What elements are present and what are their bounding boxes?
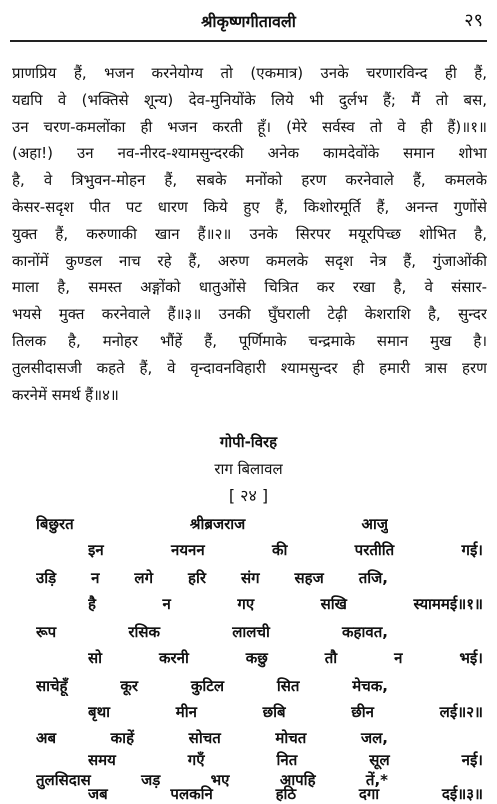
verse-line: रूप रसिक लालची कहावत, [36,623,388,641]
prose-line: प्राणप्रिय हैं, भजन करनेयोग्य तो (एकमात्र) उनके चरणारविन्द ही हैं, [12,64,487,82]
verse-line: उड़ि न लगे हरि संग सहज तजि, [36,569,388,587]
prose-line: यद्यपि वे (भक्तिसे शून्य) देव-मुनियोंके लिये भी दुर्लभ हैं; मैं तो बस, [12,90,487,109]
verse-number: [ २४ ] [228,486,269,505]
page-number: २९ [464,10,483,31]
prose-line: तिलक है, मनोहर भौंहें हैं, पूर्णिमाके चन्द्रमाके समान मुख है। [12,331,487,350]
verse-line: जब पलकनि हठि दगा दई॥३॥ [88,785,483,803]
verse-line: साचेहूँ कूर कुटिल सित मेचक, [36,677,388,695]
verse-line: बिछुरत श्रीब्रजराज आजु [36,515,388,533]
running-header [10,4,487,42]
verse-line: तुलसिदास जड़ भए आपहि तें,* [36,771,388,789]
verse-line: समय गएँ नित सूल नई। [88,751,483,769]
prose-line: उन चरण-कमलोंका ही भजन करती हूँ। (मेरे सर्वस्व तो वे ही हैं)॥१॥ [12,117,487,136]
raag-name: राग बिलावल [214,460,283,478]
prose-line: तुलसीदासजी कहते हैं, वे वृन्दावनविहारी श्यामसुन्दर ही हमारी त्रास हरण [12,358,487,377]
verse-line: है न गए सखि स्याममई॥१॥ [88,595,483,613]
prose-line: कानोंमें कुण्डल नाच रहे हैं, अरुण कमलके सदृश नेत्र हैं, गुंजाओंकी [12,251,487,270]
prose-line: करनेमें समर्थ हैं॥४॥ [12,385,119,404]
verse-line: बृथा मीन छबि छीन लई॥२॥ [88,703,483,721]
book-title: श्रीकृष्णगीतावली [201,12,296,31]
section-title: गोपी-विरह [219,433,278,451]
prose-line: है, वे त्रिभुवन-मोहन हैं, सबके मनोंको हरण करनेवाले हैं, कमलके [12,171,487,190]
prose-line: केसर-सदृश पीत पट धारण किये हुए हैं, किशोरमूर्ति हैं, अनन्त गुणोंसे [12,197,487,216]
verse-line: अब काहें सोचत मोचत जल, [36,729,388,747]
commentary-text [12,60,487,408]
prose-line: माला है, समस्त अङ्गोंको धातुओंसे चित्रित कर रखा है, वे संसार- [12,278,487,297]
verse-line: सो करनी कछु तौ न भई। [88,649,483,667]
prose-line: (अहा!) उन नव-नीरद-श्यामसुन्दरकी अनेक कामदेवोंके समान शोभा [12,144,487,163]
verse-line: इन नयनन की परतीति गई। [88,541,483,559]
prose-line: युक्त हैं, करुणाकी खान हैं॥२॥ उनके सिरपर मयूरपिच्छ शोभित है, [12,224,487,243]
prose-line: भयसे मुक्त करनेवाले हैं॥३॥ उनकी घुँघराली टेढ़ी केशराशि है, सुन्दर [12,305,487,324]
